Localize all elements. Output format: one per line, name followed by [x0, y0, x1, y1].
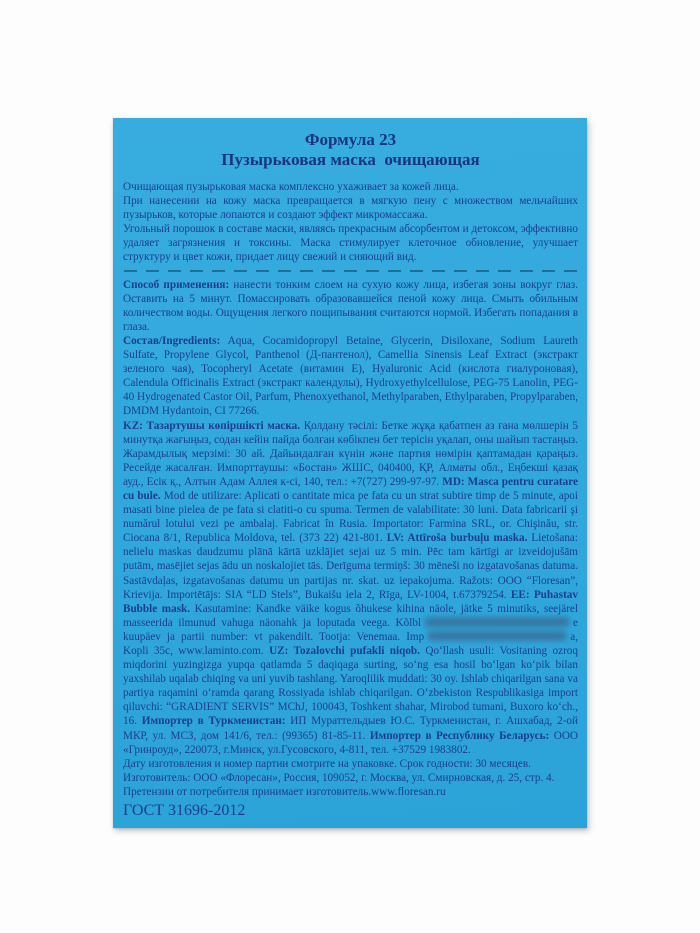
tm-importer-text: ИП Мураттельдыев Ю.С. Туркменистан, г. Ашхабад, 2-ой МКР, ул. МСЗ, дом 141/6, тел.: (99365) 81-85-11.: [123, 715, 578, 742]
by-importer-text: ООО «Гринроуд», 220073, г.Минск, ул.Гусовского, 4-811, тел. +37529 1983802.: [123, 729, 578, 756]
manufacturer-line: Изготовитель: ООО «Флоресан», Россия, 109052, г. Москва, ул. Смирновская, д. 25, стр. 4.: [123, 771, 555, 784]
md-section-heading: MD: Masca pentru curatare cu bule.: [123, 475, 578, 502]
lv-section-heading: LV: Attīroša burbuļu maska.: [386, 532, 528, 545]
dashed-separator: [124, 270, 577, 272]
tm-importer-heading: Импортер в Туркменистан:: [141, 715, 286, 728]
product-subtitle: Пузырьковая маска очищающая: [221, 150, 480, 169]
kz-section-text: Қолдану тәсілі: Бетке жұқа қабатпен аз ғана мөлшерін 5 минутқа жағыңыз, содан кейін пайда болған көбікпен бет терісін уқалап, оны шайып тастаңыз. Жарамдылық мерзімі: 30 ай. Дайындалған күнін және партия нөмірін қаптамадан қараңыз. Ресейде жасалған. Импорттаушы: «Бостан» ЖШС, 040400, ҚР, Алматы обл., Еңбекші қазақ ауд., Есік қ., Алтын Адам Аллея к-сі, 140, тел.: +7(727) 299-97-97.: [123, 419, 578, 488]
usage-text: нанести тонким слоем на сухую кожу лица, избегая зоны вокруг глаз. Оставить на 5 минут. Помассировать образовавшейся пеной кожу лица. Смыть обильным количеством воды. Ощущения легкого пощипывания считаются нормой. Избегать попадания в глаза.: [123, 278, 578, 333]
gost-standard: ГОСТ 31696-2012: [123, 802, 246, 820]
multilingual-info: [123, 419, 578, 757]
uz-section-heading: UZ: Tozalovchi pufakli niqob.: [269, 645, 420, 657]
md-section-text: Mod de utilizare: Aplicati o cantitate mica pe fata cu un strat subtire timp de 5 minute, apoi masati bine pielea de pe fata si clatiti-o cu spuma. Termen de valabilitate: 30 luni. Data fabricarii şi numărul lotului vezi pe ambalaj. Fabricat în Rusia. Importator: Farmina SRL, or. Chişinău, str. Ciocana 8/1, Republica Moldova, tel. (373 22) 421-801.: [123, 489, 578, 545]
lv-section-text: Lietošana: nelielu maskas daudzumu plānā kārtā uzklājiet sejai uz 5 min. Pēc tam kārtīgi ar izveidojušām putām, masējiet sejas ādu un noskalojiet tās. Derīguma termiņš: 30 mēneši no izgatavošanas datuma. Sastāvdaļas, izgatavošanas datumu un partijas nr. skat. uz iepakojuma. Ražots: ООО “Floresan”, Krievija. Importētājs: SIA “LD Stels”, Bukaišu iela 2, Rīga, LV-1004, t.67379254.: [123, 532, 578, 601]
shelf-life-line: Дату изготовления и номер партии смотрите на упаковке. Срок годности: 30 месяцев.: [123, 757, 531, 770]
ee-section-heading: EE: Puhastav Bubble mask.: [123, 588, 578, 615]
blurred-text-patch-1: [424, 617, 570, 627]
usage-heading: Способ применения:: [123, 278, 230, 291]
usage-instructions: [123, 278, 578, 334]
ee-section-text-1: Kasutamine: Kandke väike kogus õhukese kihina näole, jätke 5 minutiks, seejärel masseerida ilmunud vahuga näonahk ja loputada veega. Kõlbl: [123, 602, 579, 629]
product-label: [113, 118, 587, 828]
consumer-claims-line: Претензии от потребителя принимает изготовитель.www.floresan.ru: [123, 785, 446, 798]
kz-section-heading: KZ: Тазартушы көпіршікті маска.: [123, 419, 301, 432]
product-title: Формула 23: [304, 130, 397, 149]
blurred-text-patch-2: [427, 631, 567, 641]
intro-paragraph-2: При нанесении на кожу маска превращается в мягкую пену с множеством мельчайших пузырьков, которые лопаются и создают эффект микромассажа.: [123, 195, 578, 222]
by-importer-heading: Импортер в Республику Беларусь:: [369, 729, 550, 742]
ee-section-text-3: a, Kopli 35c, www.laminto.com.: [123, 630, 578, 657]
uz-section-text: Qoʻllash usuli: Vositaning ozroq miqdorini yuzingizga yupqa qatlamda 5 daqiqaga surting, soʻng esa hosil boʻlgan koʻpik bilan yaxshilab uqalab chiqing va uni yuvib tashlang. Yaroqlilik muddati: 30 oy. Ishlab chiqarilgan sana va partiya raqamini oʻramda qarang Rossiyada ishlab chiqarilgan. Oʻzbekiston Respublikasiga import qiluvchi: “GRADIENT SERVIS” MChJ, 100043, Toshkent shahar, Mirobod tumani, Buxoro koʻch., 16.: [123, 645, 578, 728]
ingredients-heading: Состав/Ingredients:: [123, 334, 221, 347]
ingredients-list: [123, 334, 578, 419]
intro-paragraph-3: Угольный порошок в составе маски, являясь прекрасным абсорбентом и детоксом, эффективно удаляет загрязнения и токсины. Маска стимулирует клеточное обновление, улучшает структуру и цвет кожи, придает лицу свежий и сияющий вид.: [123, 223, 578, 264]
ee-section-text-2: e kuupäev ja partii number: vt pakendilt. Tootja: Venemaa. Imp: [123, 616, 578, 643]
intro-paragraph-1: Очищающая пузырьковая маска комплексно ухаживает за кожей лица.: [123, 181, 459, 193]
ingredients-text: Aqua, Cocamidopropyl Betaine, Glycerin, Disiloxane, Sodium Laureth Sulfate, Propylene Glycol, Panthenol (Д-пантенол), Camellia Sinensis Leaf Extract (экстракт зеленого чая), Tocopheryl Acetate (витамин Е), Hyaluronic Acid (кислота гиалуроновая), Calendula Officinalis Extract (экстракт календулы), Hydroxyethylcellulose, PEG-75 Lanolin, PEG-40 Hydrogenated Castor Oil, Parfum, Phenoxyethanol, Methylparaben, Ethylparaben, Propylparaben, DMDM Hydantoin, CI 77266.: [123, 334, 578, 418]
